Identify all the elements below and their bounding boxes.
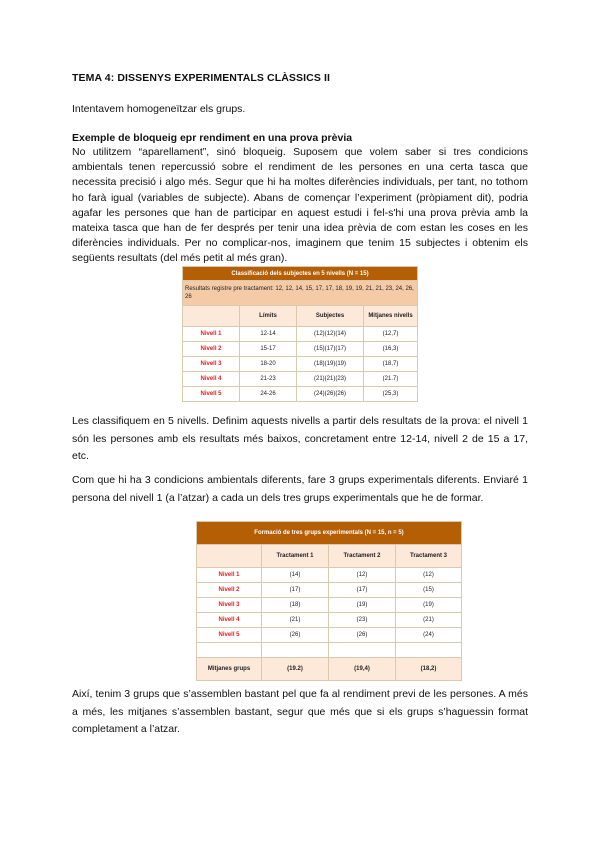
spacer-cell xyxy=(262,643,329,658)
table-row xyxy=(197,598,462,613)
table-row xyxy=(197,628,462,643)
paragraph-2: Les classifiquem en 5 nivells. Definim aquests nivells a partir dels resultats de la prova: el nivell 1 són les persones amb els resultats més baixos, concretament entre 12-14, nivell 2 de 15 a 17, etc. xyxy=(72,415,528,462)
treatment-1-value: (26) xyxy=(262,628,329,643)
table-row xyxy=(183,357,418,372)
spacer-row xyxy=(197,643,462,658)
groups-table-title: Formació de tres grups experimentals (N = 15, n = 5) xyxy=(197,522,462,545)
table-row xyxy=(197,568,462,583)
treatment-1-value: (17) xyxy=(262,583,329,598)
treatment-3-value: (24) xyxy=(396,628,462,643)
header-subjects: Subjectes xyxy=(297,306,364,327)
level-subjects: (21)(21)(23) xyxy=(297,372,364,387)
table-row xyxy=(183,342,418,357)
treatment-3-value: (19) xyxy=(396,598,462,613)
group-mean-1: (19.2) xyxy=(262,658,329,681)
level-limits: 15-17 xyxy=(240,342,297,357)
level-label: Nivell 4 xyxy=(183,372,240,387)
treatment-1-value: (14) xyxy=(262,568,329,583)
means-label: Mitjanes grups xyxy=(197,658,262,681)
level-mean: (25,3) xyxy=(364,387,418,402)
header-treatment-1: Tractament 1 xyxy=(262,545,329,568)
means-row xyxy=(197,658,462,681)
level-label: Nivell 1 xyxy=(197,568,262,583)
table-row xyxy=(183,372,418,387)
level-label: Nivell 2 xyxy=(183,342,240,357)
table-row xyxy=(183,387,418,402)
paragraph-1: No utilitzem “aparellament”, sinó bloqueig. Suposem que volem saber si tres condicions ambientals tenen repercussió sobre el rendiment de les persones en una certa tasca que necessita precisió i algo més. Segur que hi ha moltes diferències individuals, per tant, no tothom ho farà igual (variables de subjecte). Abans de començar l’experiment (pròpiament dit), podria agafar les persones que han de participar en aquest estudi i fel-s'hi una prova prèvia amb la mateixa tasca que han de fer després per tenir una idea prèvia de com estan les coses en les diferències individuals. Per no complicar-nos, imaginem que tenim 15 subjectes i obtenim els següents resultats (del més petit al més gran). xyxy=(72,146,528,265)
level-limits: 24-26 xyxy=(240,387,297,402)
header-level-means: Mitjanes nivells xyxy=(364,306,418,327)
levels-table-corner xyxy=(183,306,240,327)
table-row xyxy=(183,327,418,342)
group-mean-2: (19,4) xyxy=(329,658,396,681)
table-row xyxy=(197,583,462,598)
treatment-3-value: (12) xyxy=(396,568,462,583)
spacer-cell xyxy=(197,643,262,658)
treatment-2-value: (19) xyxy=(329,598,396,613)
level-mean: (12,7) xyxy=(364,327,418,342)
treatment-3-value: (15) xyxy=(396,583,462,598)
level-subjects: (12)(12)(14) xyxy=(297,327,364,342)
level-label: Nivell 5 xyxy=(197,628,262,643)
level-label: Nivell 3 xyxy=(183,357,240,372)
intro-text: Intentavem homogeneïtzar els grups. xyxy=(72,103,246,115)
level-subjects: (18)(19)(19) xyxy=(297,357,364,372)
table-row xyxy=(197,613,462,628)
header-treatment-3: Tractament 3 xyxy=(396,545,462,568)
level-subjects: (24)(26)(26) xyxy=(297,387,364,402)
document-title: TEMA 4: DISSENYS EXPERIMENTALS CLÀSSICS II xyxy=(72,72,330,84)
levels-table-title: Classificació dels subjectes en 5 nivells (N = 15) xyxy=(183,267,418,281)
levels-table xyxy=(182,266,418,402)
treatment-2-value: (23) xyxy=(329,613,396,628)
treatment-2-value: (12) xyxy=(329,568,396,583)
paragraph-3: Com que hi ha 3 condicions ambientals diferents, fare 3 grups experimentals diferents. Enviaré 1 persona del nivell 1 (a l’atzar) a cada un dels tres grups experimentals que he de formar. xyxy=(72,474,528,504)
header-limits: Límits xyxy=(240,306,297,327)
spacer-cell xyxy=(396,643,462,658)
levels-table-results: Resultats registre pre tractament: 12, 12, 14, 15, 17, 17, 18, 19, 19, 21, 21, 23, 24, 26, 26 xyxy=(183,281,418,306)
level-label: Nivell 5 xyxy=(183,387,240,402)
level-limits: 12-14 xyxy=(240,327,297,342)
level-limits: 18-20 xyxy=(240,357,297,372)
groups-table-corner xyxy=(197,545,262,568)
level-label: Nivell 4 xyxy=(197,613,262,628)
level-limits: 21-23 xyxy=(240,372,297,387)
spacer-cell xyxy=(329,643,396,658)
level-mean: (21.7) xyxy=(364,372,418,387)
group-mean-3: (18,2) xyxy=(396,658,462,681)
treatment-2-value: (17) xyxy=(329,583,396,598)
treatment-1-value: (21) xyxy=(262,613,329,628)
header-treatment-2: Tractament 2 xyxy=(329,545,396,568)
level-label: Nivell 2 xyxy=(197,583,262,598)
section-heading: Exemple de bloqueig epr rendiment en una prova prèvia xyxy=(72,132,353,144)
groups-table xyxy=(196,521,462,681)
level-mean: (16,3) xyxy=(364,342,418,357)
treatment-1-value: (18) xyxy=(262,598,329,613)
level-mean: (18,7) xyxy=(364,357,418,372)
level-subjects: (15)(17)(17) xyxy=(297,342,364,357)
treatment-3-value: (21) xyxy=(396,613,462,628)
level-label: Nivell 1 xyxy=(183,327,240,342)
treatment-2-value: (26) xyxy=(329,628,396,643)
paragraph-4: Així, tenim 3 grups que s’assemblen bastant pel que fa al rendiment previ de les persones. A més a més, les mitjanes s’assemblen bastant, segur que més que si els grups s’haguessin format completament a l’atzar. xyxy=(72,688,528,735)
level-label: Nivell 3 xyxy=(197,598,262,613)
